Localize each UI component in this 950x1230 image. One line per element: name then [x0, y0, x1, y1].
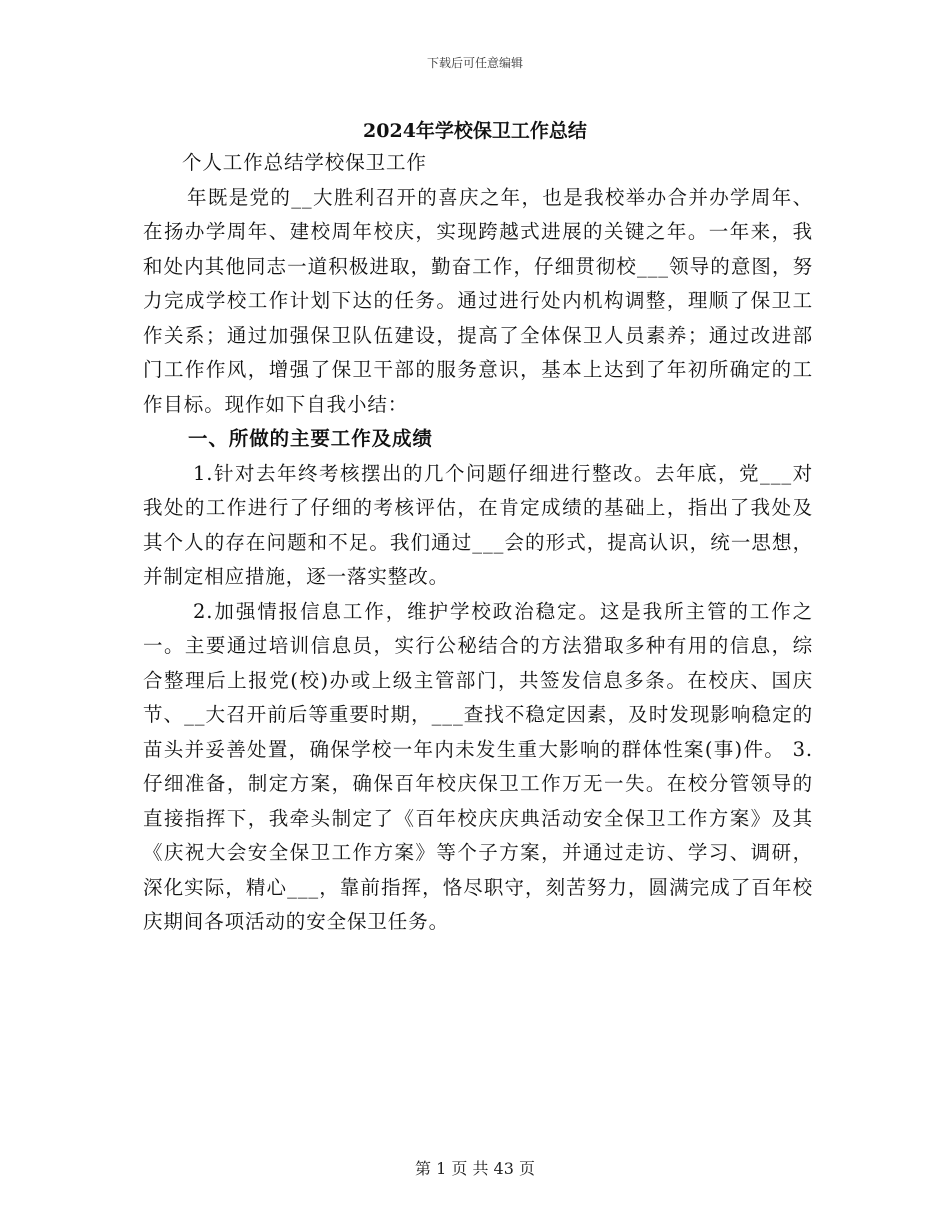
section-heading: 一、所做的主要工作及成绩	[188, 427, 433, 450]
page-number: 第 1 页 共 43 页	[415, 1159, 535, 1178]
list-item-2: 2.加强情报信息工作，维护学校政治稳定。这是我所主管的工作之一。主要通过培训信息员，实行公秘结合的方法猎取多种有用的信息，综合整理后上报党(校)办或上级主管部门，共签发信息多条。在校庆、国庆节、__大召开前后等重要时期，___查找不稳定因素，及时发现影响稳定的苗头并妥善处置，确保学校一年内未发生重大影响的群体性案(事)件。 3.仔细准备，制定方案，确保百年校庆保卫工作万无一失。在校分管领导的直接指挥下，我牵头制定了《百年校庆庆典活动安全保卫工作方案》及其《庆祝大会安全保卫工作方案》等个子方案，并通过走访、学习、调研，深化实际，精心___，靠前指挥，恪尽职守，刻苦努力，圆满完成了百年校庆期间各项活动的安全保卫任务。	[143, 599, 813, 933]
list-item-1: 1.针对去年终考核摆出的几个问题仔细进行整改。去年底，党___对我处的工作进行了仔细的考核评估，在肯定成绩的基础上，指出了我处及其个人的存在问题和不足。我们通过___会的形式，提高认识，统一思想，并制定相应措施，逐一落实整改。	[143, 461, 813, 588]
header-note: 下载后可任意编辑	[426, 56, 523, 70]
document-body	[143, 146, 813, 940]
document-title: 2024年学校保卫工作总结	[363, 120, 587, 142]
document-subtitle: 个人工作总结学校保卫工作	[182, 151, 427, 174]
intro-paragraph: 年既是党的__大胜利召开的喜庆之年，也是我校举办合并办学周年、在扬办学周年、建校周年校庆，实现跨越式进展的关键之年。一年来，我和处内其他同志一道积极进取，勤奋工作，仔细贯彻校___领导的意图，努力完成学校工作计划下达的任务。通过进行处内机构调整，理顺了保卫工作关系；通过加强保卫队伍建设，提高了全体保卫人员素养；通过改进部门工作作风，增强了保卫干部的服务意识，基本上达到了年初所确定的工作目标。现作如下自我小结：	[143, 185, 813, 416]
